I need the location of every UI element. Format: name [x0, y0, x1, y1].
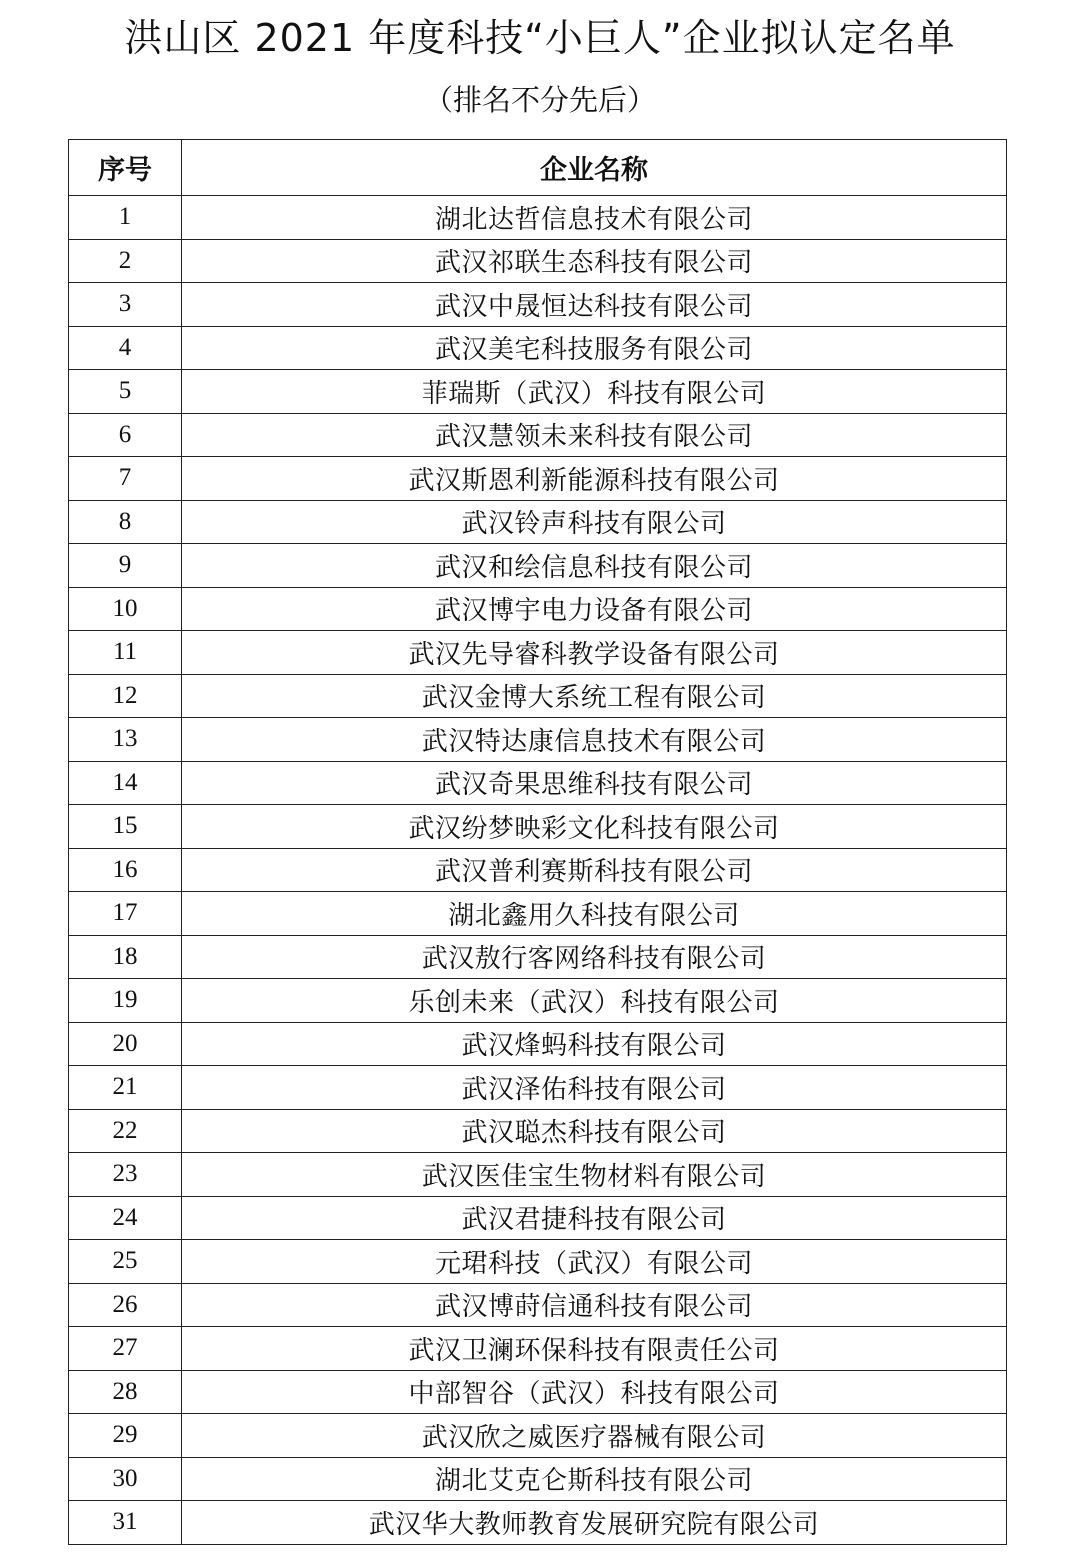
table-row — [69, 935, 1007, 979]
company-name-cell: 湖北鑫用久科技有限公司 — [182, 892, 1007, 936]
row-index-cell: 4 — [69, 326, 182, 370]
table-row — [69, 892, 1007, 936]
row-index-cell: 8 — [69, 500, 182, 544]
row-index-cell: 21 — [69, 1066, 182, 1110]
table-row — [69, 370, 1007, 414]
table-row — [69, 805, 1007, 849]
table-row — [69, 718, 1007, 762]
row-index-cell: 29 — [69, 1414, 182, 1458]
company-name-cell: 武汉卫澜环保科技有限责任公司 — [182, 1327, 1007, 1371]
table-row — [69, 1327, 1007, 1371]
row-index-cell: 30 — [69, 1457, 182, 1501]
company-name-cell: 武汉华大教师教育发展研究院有限公司 — [182, 1501, 1007, 1545]
table-row — [69, 283, 1007, 327]
row-index-cell: 23 — [69, 1153, 182, 1197]
table-row — [69, 848, 1007, 892]
column-header-index: 序号 — [69, 140, 182, 196]
row-index-cell: 28 — [69, 1370, 182, 1414]
row-index-cell: 7 — [69, 457, 182, 501]
company-name-cell: 武汉欣之威医疗器械有限公司 — [182, 1414, 1007, 1458]
table-row — [69, 544, 1007, 588]
table-row — [69, 1501, 1007, 1545]
row-index-cell: 17 — [69, 892, 182, 936]
company-name-cell: 武汉君捷科技有限公司 — [182, 1196, 1007, 1240]
row-index-cell: 11 — [69, 631, 182, 675]
column-header-company: 企业名称 — [182, 140, 1007, 196]
company-name-cell: 武汉金博大系统工程有限公司 — [182, 674, 1007, 718]
table-row — [69, 1196, 1007, 1240]
table-row — [69, 1109, 1007, 1153]
row-index-cell: 15 — [69, 805, 182, 849]
table-body — [69, 196, 1007, 1545]
table-row — [69, 1414, 1007, 1458]
table-row — [69, 1457, 1007, 1501]
table-row — [69, 1370, 1007, 1414]
company-name-cell: 武汉铃声科技有限公司 — [182, 500, 1007, 544]
row-index-cell: 14 — [69, 761, 182, 805]
row-index-cell: 27 — [69, 1327, 182, 1371]
company-name-cell: 武汉美宅科技服务有限公司 — [182, 326, 1007, 370]
row-index-cell: 25 — [69, 1240, 182, 1284]
company-name-cell: 武汉博莳信通科技有限公司 — [182, 1283, 1007, 1327]
table-row — [69, 326, 1007, 370]
row-index-cell: 2 — [69, 239, 182, 283]
table-row — [69, 674, 1007, 718]
table-header-row — [69, 140, 1007, 196]
company-name-cell: 中部智谷（武汉）科技有限公司 — [182, 1370, 1007, 1414]
page-subtitle: （排名不分先后） — [423, 83, 656, 117]
company-name-cell: 武汉先导睿科教学设备有限公司 — [182, 631, 1007, 675]
company-name-cell: 乐创未来（武汉）科技有限公司 — [182, 979, 1007, 1023]
row-index-cell: 9 — [69, 544, 182, 588]
page-title: 洪山区 2021 年度科技“小巨人”企业拟认定名单 — [124, 16, 956, 60]
row-index-cell: 24 — [69, 1196, 182, 1240]
row-index-cell: 12 — [69, 674, 182, 718]
company-name-cell: 武汉斯恩利新能源科技有限公司 — [182, 457, 1007, 501]
company-name-cell: 武汉祁联生态科技有限公司 — [182, 239, 1007, 283]
company-name-cell: 武汉烽蚂科技有限公司 — [182, 1022, 1007, 1066]
company-name-cell: 湖北达哲信息技术有限公司 — [182, 196, 1007, 240]
company-name-cell: 武汉泽佑科技有限公司 — [182, 1066, 1007, 1110]
row-index-cell: 6 — [69, 413, 182, 457]
row-index-cell: 26 — [69, 1283, 182, 1327]
row-index-cell: 5 — [69, 370, 182, 414]
company-name-cell: 武汉纷梦映彩文化科技有限公司 — [182, 805, 1007, 849]
row-index-cell: 3 — [69, 283, 182, 327]
company-name-cell: 菲瑞斯（武汉）科技有限公司 — [182, 370, 1007, 414]
row-index-cell: 10 — [69, 587, 182, 631]
company-name-cell: 武汉博宇电力设备有限公司 — [182, 587, 1007, 631]
company-name-cell: 武汉聪杰科技有限公司 — [182, 1109, 1007, 1153]
row-index-cell: 22 — [69, 1109, 182, 1153]
company-name-cell: 武汉医佳宝生物材料有限公司 — [182, 1153, 1007, 1197]
table-row — [69, 239, 1007, 283]
enterprise-table — [68, 139, 1007, 1545]
table-row — [69, 587, 1007, 631]
table-row — [69, 1022, 1007, 1066]
row-index-cell: 16 — [69, 848, 182, 892]
table-row — [69, 500, 1007, 544]
table-row — [69, 761, 1007, 805]
company-name-cell: 元珺科技（武汉）有限公司 — [182, 1240, 1007, 1284]
table-row — [69, 1153, 1007, 1197]
row-index-cell: 13 — [69, 718, 182, 762]
table-row — [69, 457, 1007, 501]
table-row — [69, 196, 1007, 240]
table-row — [69, 1283, 1007, 1327]
company-name-cell: 武汉和绘信息科技有限公司 — [182, 544, 1007, 588]
row-index-cell: 20 — [69, 1022, 182, 1066]
table-row — [69, 979, 1007, 1023]
table-row — [69, 413, 1007, 457]
row-index-cell: 19 — [69, 979, 182, 1023]
company-name-cell: 武汉敖行客网络科技有限公司 — [182, 935, 1007, 979]
table-row — [69, 631, 1007, 675]
company-name-cell: 武汉奇果思维科技有限公司 — [182, 761, 1007, 805]
row-index-cell: 31 — [69, 1501, 182, 1545]
company-name-cell: 武汉慧领未来科技有限公司 — [182, 413, 1007, 457]
row-index-cell: 18 — [69, 935, 182, 979]
row-index-cell: 1 — [69, 196, 182, 240]
company-name-cell: 武汉中晟恒达科技有限公司 — [182, 283, 1007, 327]
company-name-cell: 武汉普利赛斯科技有限公司 — [182, 848, 1007, 892]
table-row — [69, 1066, 1007, 1110]
table-row — [69, 1240, 1007, 1284]
company-name-cell: 湖北艾克仑斯科技有限公司 — [182, 1457, 1007, 1501]
company-name-cell: 武汉特达康信息技术有限公司 — [182, 718, 1007, 762]
